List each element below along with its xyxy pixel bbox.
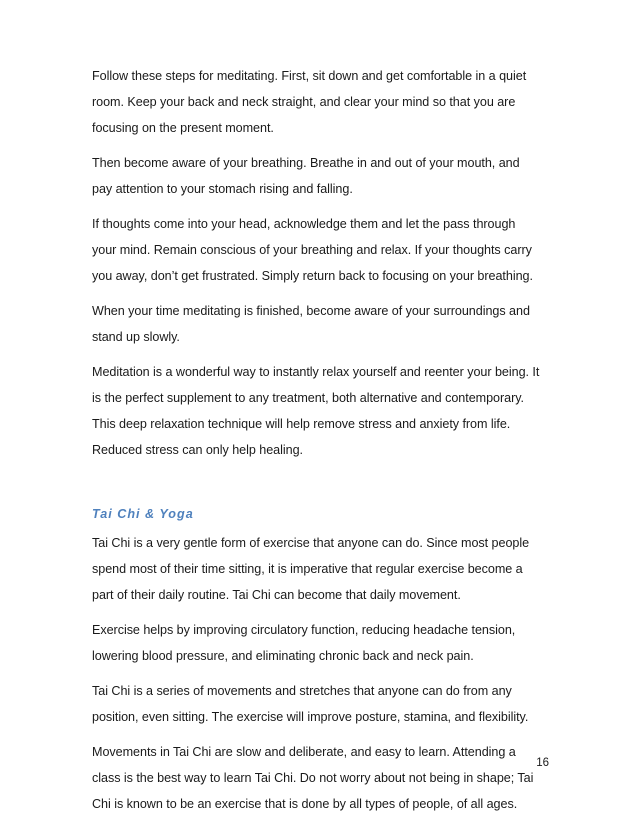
text-line: class is the best way to learn Tai Chi. Do not worry about not being in shape; Tai	[92, 771, 534, 785]
text-line: This deep relaxation technique will help remove stress and anxiety from life.	[92, 417, 511, 431]
section-heading: Tai Chi & Yoga	[92, 507, 194, 521]
text-line: Tai Chi is a series of movements and stretches that anyone can do from any	[92, 684, 512, 698]
text-line: part of their daily routine. Tai Chi can become that daily movement.	[92, 588, 461, 602]
paragraph-breathing	[92, 150, 552, 202]
text-line: Follow these steps for meditating. First, sit down and get comfortable in a quiet	[92, 69, 527, 83]
paragraph-meditation-benefits	[92, 359, 552, 463]
text-line: Reduced stress can only help healing.	[92, 443, 303, 457]
text-line: room. Keep your back and neck straight, and clear your mind so that you are	[92, 95, 516, 109]
text-line: Movements in Tai Chi are slow and deliberate, and easy to learn. Attending a	[92, 745, 516, 759]
paragraph-thoughts	[92, 211, 552, 289]
text-line: Then become aware of your breathing. Breathe in and out of your mouth, and	[92, 156, 520, 170]
text-line: Tai Chi is a very gentle form of exercise that anyone can do. Since most people	[92, 536, 530, 550]
text-line: Meditation is a wonderful way to instantly relax yourself and reenter your being. It	[92, 365, 540, 379]
text-line: pay attention to your stomach rising and falling.	[92, 182, 353, 196]
text-line: If thoughts come into your head, acknowledge them and let the pass through	[92, 217, 516, 231]
paragraph-tai-chi-learning	[92, 739, 552, 817]
text-line: you away, don’t get frustrated. Simply return back to focusing on your breathing.	[92, 269, 533, 283]
paragraph-meditation-steps	[92, 63, 552, 141]
paragraph-finishing	[92, 298, 552, 350]
text-line: is the perfect supplement to any treatment, both alternative and contemporary.	[92, 391, 524, 405]
text-line: Chi is known to be an exercise that is done by all types of people, of all ages.	[92, 797, 518, 811]
text-line: stand up slowly.	[92, 330, 180, 344]
text-line: Exercise helps by improving circulatory function, reducing headache tension,	[92, 623, 516, 637]
page-content	[92, 63, 552, 817]
text-line: When your time meditating is finished, become aware of your surroundings and	[92, 304, 530, 318]
paragraph-exercise-benefits	[92, 617, 552, 669]
text-line: lowering blood pressure, and eliminating chronic back and neck pain.	[92, 649, 474, 663]
text-line: spend most of their time sitting, it is imperative that regular exercise become a	[92, 562, 523, 576]
page-number: 16	[536, 757, 549, 769]
text-line: your mind. Remain conscious of your breathing and relax. If your thoughts carry	[92, 243, 532, 257]
paragraph-tai-chi-movements	[92, 678, 552, 730]
paragraph-tai-chi-intro	[92, 530, 552, 608]
text-line: position, even sitting. The exercise will improve posture, stamina, and flexibility.	[92, 710, 529, 724]
text-line: focusing on the present moment.	[92, 121, 274, 135]
